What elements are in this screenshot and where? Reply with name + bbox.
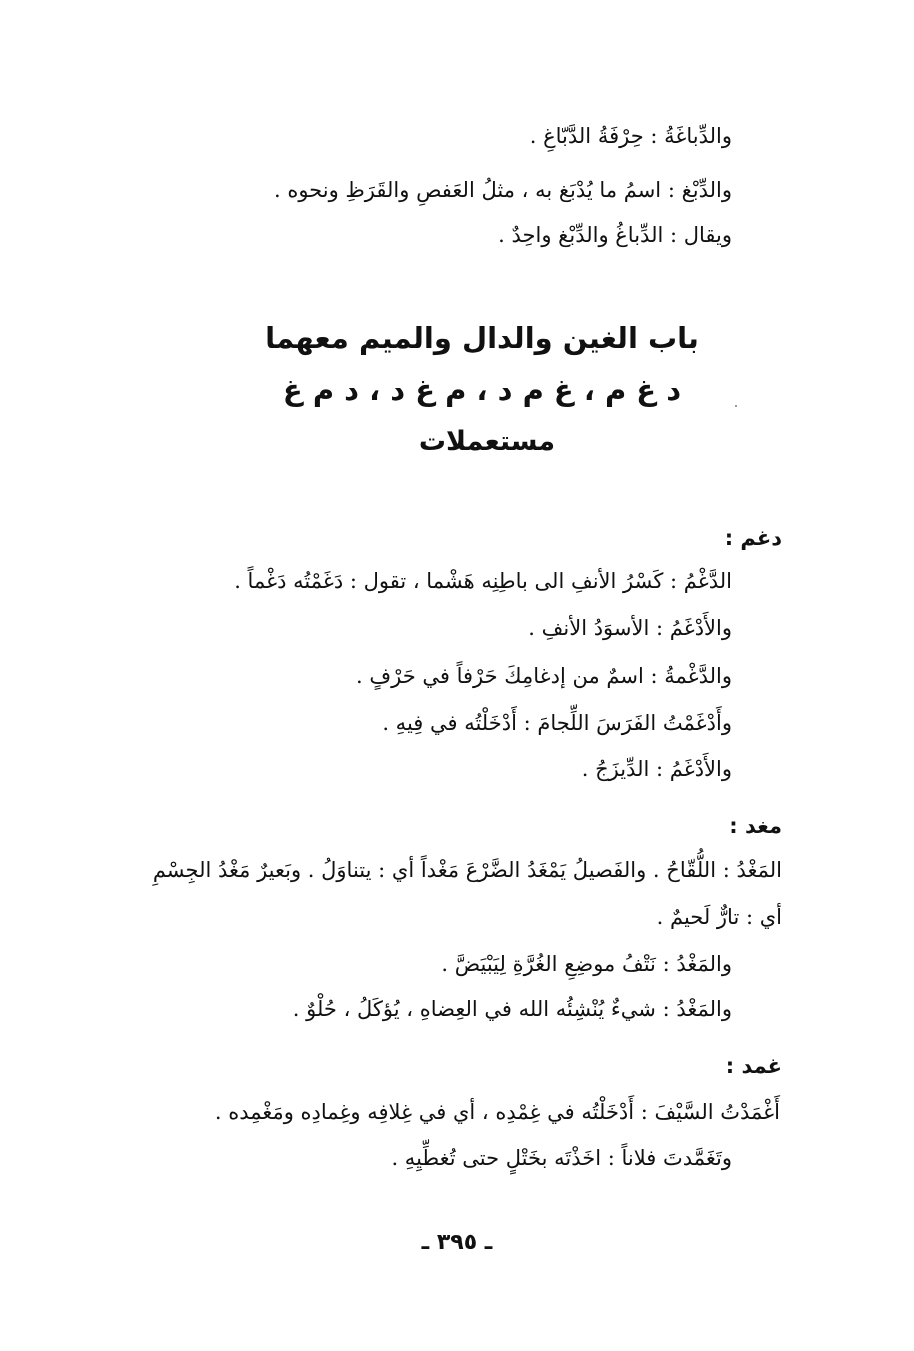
section-permutations: د غ م ، غ م د ، م غ د ، د م غ: [282, 373, 682, 407]
entry-line: المَغْدُ : اللُّقّاحُ . والفَصيلُ يَمْغَدُ الضَّرْعَ مَغْداً أي : يتناوَلُ . وبَعيرٌ مَغْدُ الجِسْمِ: [152, 858, 782, 882]
speck: [735, 405, 737, 407]
text-line: والدِّبْغ : اسمُ ما يُدْبَغ به ، مثلُ العَفصِ والقَرَظِ ونحوه .: [273, 178, 732, 202]
page-number: ـ ٣٩٥ ـ: [421, 1230, 493, 1255]
entry-line: والأَدْغَمُ : الأسوَدُ الأنفِ .: [528, 616, 732, 640]
text-line: والدِّباغَةُ : حِرْفَةُ الدَّبّاغِ .: [529, 124, 732, 148]
entry-headword-ghamad: غمد :: [725, 1054, 782, 1078]
entry-line: الدَّغْمُ : كَسْرُ الأنفِ الى باطِنِه هَشْما ، تقول : دَغَمْتُه دَغْماً .: [234, 569, 732, 593]
text-line: ويقال : الدِّباغُ والدِّبْغ واحِدٌ .: [498, 223, 732, 247]
section-status: مستعملات: [418, 426, 556, 457]
entry-line: وتَغَمَّدتَ فلاناً : اخَذْتَه بخَتْلٍ حتى تُغطِّيِهِ .: [391, 1146, 732, 1170]
entry-line: أَغْمَدْتُ السَّيْفَ : أَدْخَلْتُه في غِمْدِه ، أي في غِلافِه وغِمادِه ومَغْمِده .: [214, 1100, 780, 1124]
entry-headword-maghad: مغد :: [729, 814, 782, 838]
entry-line: والدَّغْمةُ : اسمٌ من إدغامِكَ حَرْفاً في حَرْفٍ .: [356, 664, 732, 688]
entry-line: والأَدْغَمُ : الدِّيزَجُ .: [581, 757, 732, 781]
entry-line: والمَغْدُ : شيءٌ يُنْشِئُه الله في العِضاهِ ، يُؤكَلُ ، حُلْوٌ .: [292, 997, 732, 1021]
section-title: باب الغين والدال والميم معهما: [265, 321, 699, 355]
entry-line: أي : تارٌّ لَحيمٌ .: [656, 905, 782, 929]
entry-headword-dagham: دغم :: [724, 526, 782, 550]
entry-line: وأَدْغَمْتُ الفَرَسَ اللِّجامَ : أَدْخَلْتُه في فِيهِ .: [382, 711, 732, 735]
entry-line: والمَغْدُ : نَتْفُ موضِعِ الغُرَّةِ لِيَبْيَضَّ .: [441, 952, 732, 976]
